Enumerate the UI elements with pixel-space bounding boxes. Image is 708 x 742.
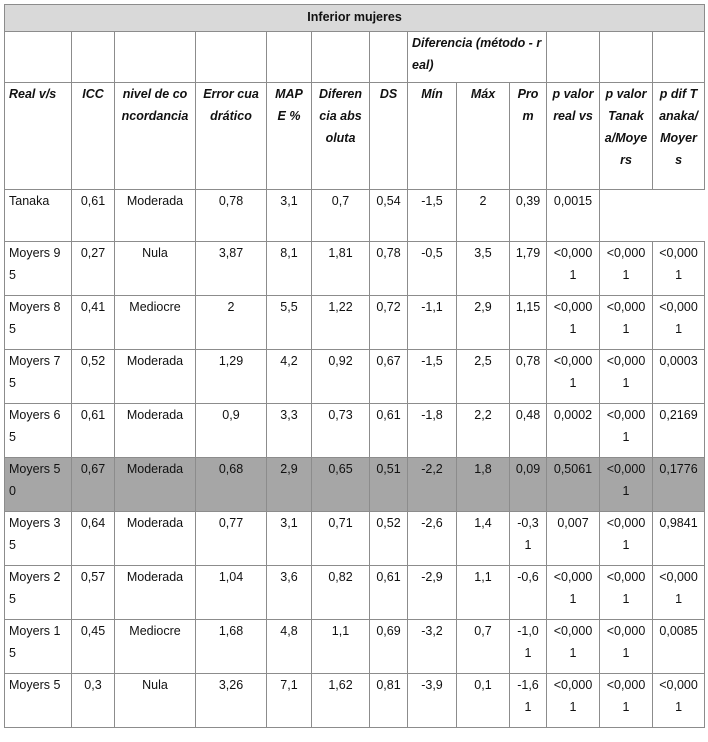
table-cell: 1,81 (312, 242, 370, 296)
table-cell: 3,5 (457, 242, 510, 296)
blank-cell (196, 32, 267, 83)
table-cell: <0,0001 (547, 620, 600, 674)
table-cell: 0,78 (510, 350, 547, 404)
table-cell: 0,78 (196, 190, 267, 242)
table-cell: 0,72 (370, 296, 408, 350)
blank-cell (72, 32, 115, 83)
table-row (5, 566, 705, 620)
blank-cell (370, 32, 408, 83)
table-cell: 0,61 (72, 404, 115, 458)
table-cell: -3,2 (408, 620, 457, 674)
blank-cell (5, 32, 72, 83)
table-cell: 0,64 (72, 512, 115, 566)
table-cell: Moderada (115, 512, 196, 566)
column-header: p valor real vs (547, 83, 600, 190)
table-cell: 0,2169 (653, 404, 705, 458)
row-label: Moyers 75 (5, 350, 72, 404)
table-cell: 0,71 (312, 512, 370, 566)
table-cell: <0,0001 (600, 512, 653, 566)
table-row (5, 242, 705, 296)
table-cell: <0,0001 (600, 350, 653, 404)
table-cell: 0,68 (196, 458, 267, 512)
table-cell: 3,87 (196, 242, 267, 296)
table-cell: 1,04 (196, 566, 267, 620)
table-cell: <0,0001 (600, 620, 653, 674)
table-cell: <0,0001 (653, 674, 705, 728)
row-label: Moyers 85 (5, 296, 72, 350)
table-cell: 1,1 (312, 620, 370, 674)
row-label: Moyers 5 (5, 674, 72, 728)
row-label: Tanaka (5, 190, 72, 242)
table-cell: 1,22 (312, 296, 370, 350)
table-cell: -0,31 (510, 512, 547, 566)
table-cell: -1,01 (510, 620, 547, 674)
table-cell: 0,52 (72, 350, 115, 404)
table-cell: Moderada (115, 458, 196, 512)
blank-cell (267, 32, 312, 83)
row-label: Moyers 25 (5, 566, 72, 620)
table-cell: 0,9841 (653, 512, 705, 566)
table-row (5, 620, 705, 674)
table-cell: Mediocre (115, 296, 196, 350)
table-cell: <0,0001 (653, 296, 705, 350)
table-cell: 0,69 (370, 620, 408, 674)
column-header: Diferencia absoluta (312, 83, 370, 190)
table-cell: 1,79 (510, 242, 547, 296)
table-cell: Moderada (115, 190, 196, 242)
table-cell: <0,0001 (600, 242, 653, 296)
table-cell: Moderada (115, 566, 196, 620)
table-cell: 0,9 (196, 404, 267, 458)
table-cell: 3,26 (196, 674, 267, 728)
table-title: Inferior mujeres (5, 5, 705, 32)
table-cell: 1,68 (196, 620, 267, 674)
table-cell: -2,2 (408, 458, 457, 512)
table-row (5, 458, 705, 512)
table-cell: -1,61 (510, 674, 547, 728)
table-cell: 0,54 (370, 190, 408, 242)
table-cell: 0,45 (72, 620, 115, 674)
table-cell: 3,1 (267, 190, 312, 242)
column-header: p dif Tanaka/Moyers (653, 83, 705, 190)
table-cell: 0,77 (196, 512, 267, 566)
table-cell: 0,67 (72, 458, 115, 512)
table-cell: 0,52 (370, 512, 408, 566)
column-header: Prom (510, 83, 547, 190)
table-cell: 0,82 (312, 566, 370, 620)
table-row (5, 296, 705, 350)
table-cell: <0,0001 (653, 566, 705, 620)
table-cell: 1,8 (457, 458, 510, 512)
table-cell: 1,29 (196, 350, 267, 404)
table-cell: -0,5 (408, 242, 457, 296)
table-cell: 2,9 (457, 296, 510, 350)
table-cell: 0,0003 (653, 350, 705, 404)
table-cell: <0,0001 (547, 674, 600, 728)
table-cell: 2,5 (457, 350, 510, 404)
table-cell: Nula (115, 242, 196, 296)
table-cell: 0,41 (72, 296, 115, 350)
table-cell: Nula (115, 674, 196, 728)
table-cell: 0,61 (72, 190, 115, 242)
column-header: Error cuadrático (196, 83, 267, 190)
table-cell: <0,0001 (547, 296, 600, 350)
table-cell: -3,9 (408, 674, 457, 728)
table-cell: 0,65 (312, 458, 370, 512)
table-cell: 0,0015 (547, 190, 600, 242)
blank-cell (547, 32, 600, 83)
table-cell: 0,3 (72, 674, 115, 728)
column-header: Mín (408, 83, 457, 190)
column-header: nivel de concordancia (115, 83, 196, 190)
table-row (5, 190, 705, 242)
table-cell: 0,67 (370, 350, 408, 404)
column-header: Real v/s (5, 83, 72, 190)
table-cell: 2 (196, 296, 267, 350)
column-header: ICC (72, 83, 115, 190)
table-cell: 0,7 (457, 620, 510, 674)
table-cell: -0,6 (510, 566, 547, 620)
table-cell: 1,15 (510, 296, 547, 350)
column-header: MAPE % (267, 83, 312, 190)
table-cell: <0,0001 (653, 242, 705, 296)
data-table (4, 4, 705, 728)
column-header: p valor Tanaka/Moyers (600, 83, 653, 190)
table-cell: 0,007 (547, 512, 600, 566)
table-cell: <0,0001 (547, 242, 600, 296)
row-label: Moyers 95 (5, 242, 72, 296)
row-label: Moyers 35 (5, 512, 72, 566)
table-cell: Moderada (115, 404, 196, 458)
table-cell: 0,51 (370, 458, 408, 512)
table-cell: 8,1 (267, 242, 312, 296)
table-cell: <0,0001 (600, 296, 653, 350)
table-cell: 0,48 (510, 404, 547, 458)
table-cell: 0,73 (312, 404, 370, 458)
table-cell: 0,5061 (547, 458, 600, 512)
row-label: Moyers 65 (5, 404, 72, 458)
table-cell: -1,8 (408, 404, 457, 458)
column-header: Máx (457, 83, 510, 190)
table-cell: 3,1 (267, 512, 312, 566)
table-cell: 0,39 (510, 190, 547, 242)
table-cell: 3,3 (267, 404, 312, 458)
table-cell: 0,61 (370, 566, 408, 620)
table-cell: 1,4 (457, 512, 510, 566)
table-cell: 4,2 (267, 350, 312, 404)
table-cell: 0,27 (72, 242, 115, 296)
table-cell: 0,0002 (547, 404, 600, 458)
table-cell: 4,8 (267, 620, 312, 674)
blank-cell (653, 32, 705, 83)
table-cell: 0,78 (370, 242, 408, 296)
row-label: Moyers 50 (5, 458, 72, 512)
table-cell: 0,1 (457, 674, 510, 728)
table-cell: 0,09 (510, 458, 547, 512)
table-row (5, 350, 705, 404)
table-cell: 1,62 (312, 674, 370, 728)
table-cell: -1,1 (408, 296, 457, 350)
table-cell: <0,0001 (600, 566, 653, 620)
table-cell: 1,1 (457, 566, 510, 620)
table-cell: -2,9 (408, 566, 457, 620)
table-cell: 0,1776 (653, 458, 705, 512)
blank-cell (115, 32, 196, 83)
table-cell: <0,0001 (547, 350, 600, 404)
group-header: Diferencia (método - real) (408, 32, 547, 83)
table-cell: <0,0001 (547, 566, 600, 620)
column-header: DS (370, 83, 408, 190)
table-cell: 0,81 (370, 674, 408, 728)
table-cell: 2 (457, 190, 510, 242)
table-cell: -1,5 (408, 190, 457, 242)
table-cell: -1,5 (408, 350, 457, 404)
table-cell: 0,57 (72, 566, 115, 620)
table-cell: <0,0001 (600, 674, 653, 728)
table-cell: <0,0001 (600, 404, 653, 458)
table-cell: 7,1 (267, 674, 312, 728)
table-cell: 0,61 (370, 404, 408, 458)
table-cell: 5,5 (267, 296, 312, 350)
table-cell: <0,0001 (600, 458, 653, 512)
table-row (5, 404, 705, 458)
table-cell: 0,0085 (653, 620, 705, 674)
table-cell: 3,6 (267, 566, 312, 620)
blank-cell (600, 32, 653, 83)
table-cell: 0,7 (312, 190, 370, 242)
table-cell: Mediocre (115, 620, 196, 674)
row-label: Moyers 15 (5, 620, 72, 674)
table-cell: -2,6 (408, 512, 457, 566)
table-cell: 2,2 (457, 404, 510, 458)
table-row (5, 674, 705, 728)
table-row (5, 512, 705, 566)
table-cell: 2,9 (267, 458, 312, 512)
table-cell: 0,92 (312, 350, 370, 404)
table-cell: Moderada (115, 350, 196, 404)
blank-cell (312, 32, 370, 83)
